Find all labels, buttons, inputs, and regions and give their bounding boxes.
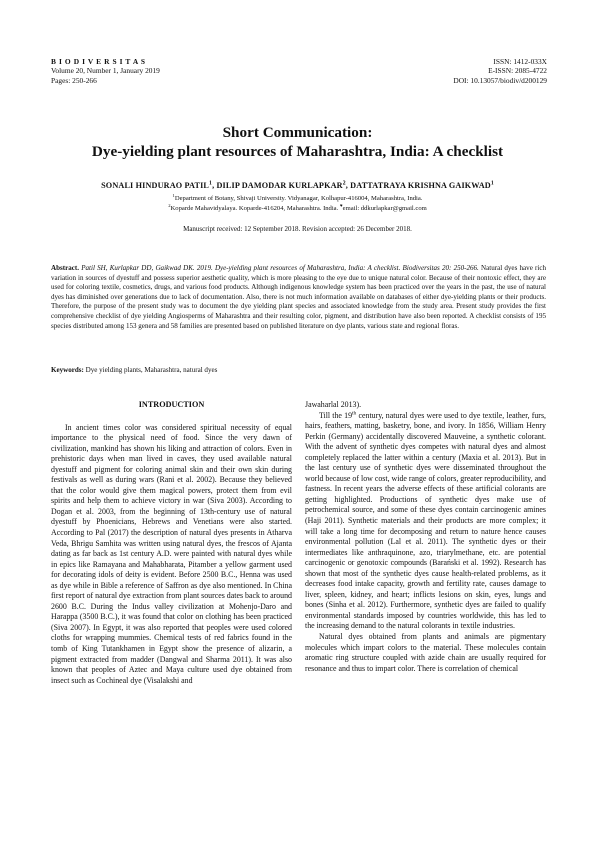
keywords-text: Dye yielding plants, Maharashtra, natural dyes (83, 366, 218, 374)
paragraph: Natural dyes obtained from plants and animals are pigmentary molecules which impart colors to the material. These molecules contain aromatic ring structure coupled with azide chain are usually required for resonance and thus to impart color. There is correlation of chemical (305, 632, 546, 673)
abstract-body: Natural dyes have rich variation in sources of dyestuff and possess superior aesthetic quality, which is more pleasing to the eye due to unique natural color. Because of their nontoxic effect, they are used for coloring textile, cosmetics, drugs, and various food products. Although indigenous knowledge system has been practiced over the years in the past, the use of natural dyes has diminished over generations due to lack of documentation. Also, there is not much information available on databases of either dye-yielding plants or their products. Therefore, the purpose of the present study was to document the dye yielding plant species and associated knowledge from the study area. Present study provides the first comprehensive checklist of dye yielding Angiosperms of Maharashtra and their resulting color, pigment, and distribution have also been reported. A checklist consists of 195 species distributed among 153 genera and 58 families are presented based on published literature on dye plants, various state and regional floras. (51, 264, 546, 330)
paragraph-text: century, natural dyes were used to dye textile, leather, furs, hairs, feathers, matting, basketry, bone, and ivory. In 1856, William Henry Perkin (Germany) accidentally discovered Mauveine, a synthetic colorant. With the advent of synthetic dyes competes with natural dyes and almost completely replaced the latter within a century (Maxia et al. 2013). But in the last century use of synthetic dyes were disseminated throughout the world because of low cost, wide range of colors, greater reproducibility, and fastness. In recent years the adverse effects of these artificial colorants are getting highlighted. Productions of synthetic dyes make use of petrochemical source, and some of these dyes contain carcinogenic amines (Haji 2011). Synthetic materials and their products are more complex; it will take a long time for decomposing and return to nature hence causes environmental pollution (Lal et al. 2011). The synthetic dyes or their intermediates like anthraquinone, azo, triarylmethane, etc. are potential carcinogenic or genotoxic compounds (Barański et al. 1992). Research has shown that most of the synthetic dyes cause health-related problems, as it decreases food intake capacity, growth and fertility rate, causes damage to liver, spleen, kidney, and heart; inflicts lesions on skin, eyes, lungs and bones (Sinha et al. 2012). Furthermore, synthetic dyes are failed to qualify environmental standards imposed by countries worldwide, this has led to the increasing demand to the natural colorants in textile industries. (305, 410, 546, 631)
author-3-affil: 1 (490, 180, 494, 187)
manuscript-dates: Manuscript received: 12 September 2018. Revision accepted: 26 December 2018. (183, 225, 412, 233)
affiliation-1-text: Department of Botany, Shivaji University. Vidyanagar, Kolhapur-416004, Maharashtra, India. (174, 195, 423, 202)
title-line-2: Dye-yielding plant resources of Maharashtra, India: A checklist (91, 142, 504, 160)
paragraph-text: Till the 19 (319, 410, 353, 420)
affiliations (40, 194, 555, 213)
affiliation-2-text: Koparde Mahavidyalaya. Koparde-416204, Maharashtra. India. (170, 204, 340, 212)
body-column-right (305, 400, 546, 674)
issn: ISSN: 1412-033X (493, 57, 547, 66)
journal-header-left (51, 57, 311, 85)
affiliation-1-mark: 1 (172, 192, 175, 198)
affiliation-2 (40, 204, 555, 214)
paper-title (40, 124, 555, 161)
keywords-label: Keywords: (51, 366, 84, 374)
author-separator: , (345, 181, 351, 190)
corresponding-email[interactable]: email: ddkurlapkar@gmail.com (342, 204, 427, 212)
author-1: SONALI HINDURAO PATIL (101, 181, 210, 190)
abstract-citation: Patil SH, Kurlapkar DD, Gaikwad DK. 2019. Dye-yielding plant resources of Maharashtra, India: A checklist. Biodiversitas 20: 250-266. (79, 264, 479, 272)
affiliation-2-mark: 2 (168, 202, 171, 208)
author-1-affil: 1 (209, 180, 213, 187)
abstract (51, 264, 546, 331)
title-line-1: Short Communication: (222, 124, 373, 141)
author-2-affil: 2 (342, 180, 346, 187)
doi[interactable]: DOI: 10.13057/biodiv/d200129 (453, 75, 547, 85)
pages-line: Pages: 250-266 (51, 75, 97, 85)
author-list (40, 181, 555, 190)
paragraph (305, 411, 546, 632)
corresponding-mark: ♥ (339, 202, 343, 208)
journal-name: B I O D I V E R S I T A S (51, 57, 146, 66)
paragraph: In ancient times color was considered spiritual necessity of equal importance to the physical need of food. Since the very dawn of civilization, mankind has shown his liking and attraction of colors. Even in prehistoric days when man lived in caves, they used available natural dyestuff and pigment for coloring animal skin and their own skin during festivals as well as during wars (Rani et al. 2002). Because they believed that the color would give them magical powers, protect them from evil spirits and help them to achieve victory in war (Siva 2003). According to Dogan et al. 2003, from the beginning of 13th-century use of natural dyestuff by Phoenicians, Hebrews and Venetians were also started. According to Pal (2017) the description of natural dyes presents in Atharva Veda, Bhrigu Samhita was written using natural dyes, the frescos of Ajanta dating as far back as 1st century A.D. were painted with natural dyes while in epics like Ramayana and Mahabharata, Pitamber a yellow garment used for decorating idols of deity is evident. Before 2500 B.C., Henna was used as dye while in Bible a reference of Saffron as dye also mentioned. In China first report of natural dye extraction from plant sources dates back to around 2600 B.C. During the Indus valley civilization at Mohenjo-Daro and Harappa (3500 B.C.), it was found that color on clothing has been practiced (Siva 2007). In Egypt, it was also reported that peoples were used colored cloths for wrapping mummies. Chemical tests of red fabrics found in the tomb of King Tutankhamen in Egypt show the presence of alizarin, a pigment extracted from madder (Dangwal and Sharma 2011). It was also known that peoples of Aztec and Maya culture used dye obtained from insect such as Cochineal dye (Visalakshi and (51, 422, 292, 685)
body-column-left (51, 400, 292, 686)
author-separator: , (212, 181, 217, 190)
author-2: DILIP DAMODAR KURLAPKAR (216, 181, 343, 190)
author-3: DATTATRAYA KRISHNA GAIKWAD (350, 181, 491, 190)
journal-header-right (287, 57, 547, 85)
eissn: E-ISSN: 2085-4722 (488, 66, 547, 76)
volume-line: Volume 20, Number 1, January 2019 (51, 66, 160, 76)
keywords (51, 366, 546, 374)
ordinal-suffix: th (352, 409, 357, 416)
abstract-label: Abstract. (51, 264, 79, 272)
affiliation-1 (40, 194, 555, 204)
paragraph-continued: Jawaharlal 2013). (305, 400, 362, 409)
section-heading-introduction: INTRODUCTION (138, 400, 205, 409)
